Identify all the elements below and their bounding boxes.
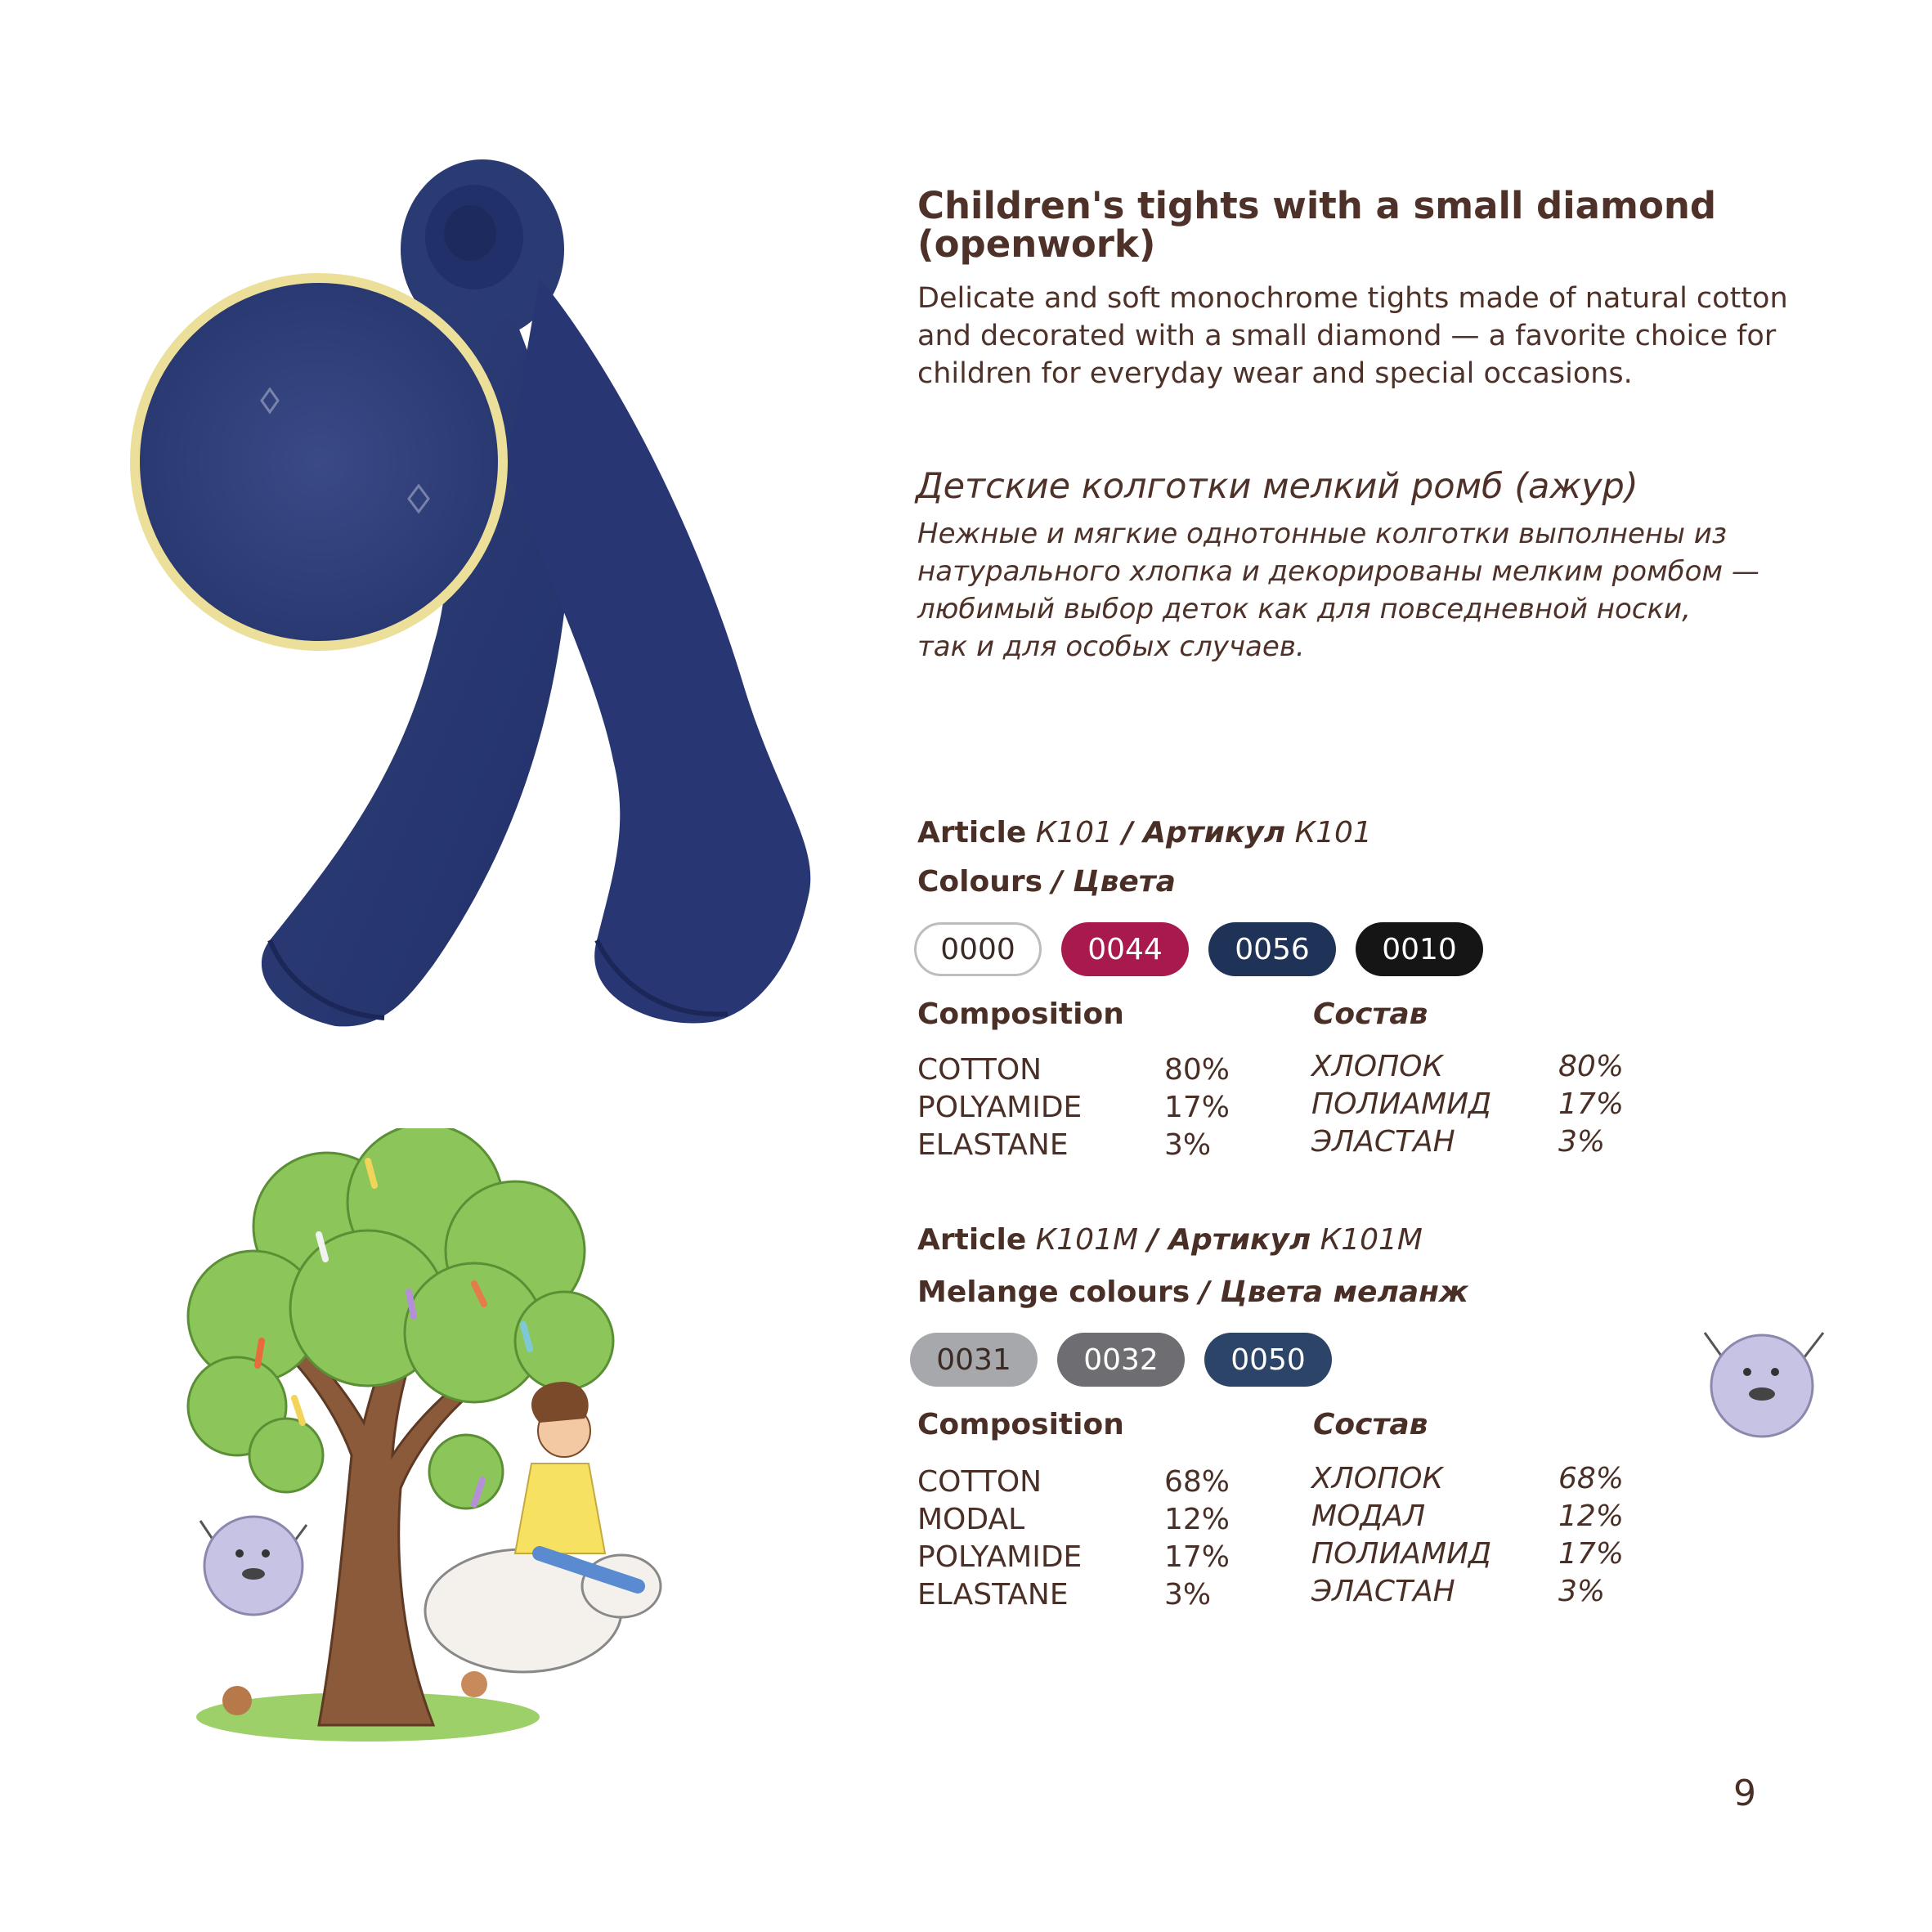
composition-row: POLYAMIDE 17% [917,1540,1230,1574]
composition-heading-ru-2: Состав [1313,1408,1428,1441]
article-label-ru: / Артикул [1122,816,1286,849]
article-code: К101М [1035,1223,1139,1257]
composition-heading-2: Composition [917,1408,1124,1441]
composition-row: POLYAMIDE 17% [917,1091,1230,1124]
colour-swatch-0010[interactable]: 0010 [1356,922,1483,976]
article-label-ru: / Артикул [1147,1223,1311,1257]
composition-row: ELASTANE 3% [917,1128,1212,1162]
article-2-line [917,1223,1423,1257]
composition-row-ru: ПОЛИАМИД 17% [1311,1537,1625,1571]
composition-row-ru: ХЛОПОК 68% [1311,1462,1625,1495]
tights-photo [123,155,826,1038]
composition-heading-1: Composition [917,997,1124,1031]
colours-label: Melange colours [917,1275,1190,1309]
composition-heading-ru-1: Состав [1313,997,1428,1031]
colours-label-ru: / Цвета меланж [1199,1275,1468,1309]
colours-2-line [917,1275,1468,1309]
colour-swatch-0056[interactable]: 0056 [1208,922,1336,976]
composition-row-ru: ЭЛАСТАН 3% [1311,1575,1606,1608]
tree-illustration [180,1128,687,1750]
product-title-ru: Детские колготки мелкий ромб (ажур) [916,466,1638,507]
colour-swatch-0044[interactable]: 0044 [1061,922,1189,976]
colours-label-ru: / Цвета [1051,865,1176,899]
description-ru-line: так и для особых случаев. [917,630,1305,663]
description-ru-line: любимый выбор деток как для повседневной носки, [917,593,1691,625]
colour-swatches-1 [914,922,1483,976]
description-ru-line: натурального хлопка и декорированы мелким ромбом — [917,555,1759,588]
composition-table-1 [917,1051,1230,1164]
composition-row-ru: МОДАЛ 12% [1311,1499,1625,1533]
article-label: Article [917,816,1027,849]
article-1-line [917,816,1372,849]
composition-row: MODAL 12% [917,1503,1230,1536]
article-label: Article [917,1223,1027,1257]
product-description-ru [917,515,1866,666]
composition-row-ru: ХЛОПОК 80% [1311,1050,1625,1083]
composition-table-ru-1 [1311,1048,1624,1161]
monster-left-illustration [184,1488,323,1627]
colour-swatch-0050[interactable]: 0050 [1204,1333,1332,1387]
colours-1-line [917,865,1176,899]
article-code: К101 [1035,816,1113,849]
monster-right-illustration [1688,1308,1836,1447]
composition-row: COTTON 80% [917,1053,1230,1087]
description-ru-line: Нежные и мягкие однотонные колготки выполнены из [917,518,1727,550]
composition-row: COTTON 68% [917,1465,1230,1499]
colour-swatch-0000[interactable]: 0000 [914,922,1042,976]
product-title-en: Children's tights with a small diamond (openwork) [917,184,1717,266]
composition-table-2 [917,1464,1230,1614]
composition-row-ru: ЭЛАСТАН 3% [1311,1125,1606,1159]
page-number: 9 [1733,1773,1756,1814]
article-code-ru: К101 [1294,816,1372,849]
colour-swatches-2 [910,1333,1332,1387]
composition-row-ru: ПОЛИАМИД 17% [1311,1087,1625,1121]
product-description-en: Delicate and soft monochrome tights made of natural cotton and decorated with a small diamond — a favorite choice for children for everyday wear and special occasions. [917,282,1788,390]
composition-table-ru-2 [1311,1460,1624,1611]
composition-row: ELASTANE 3% [917,1578,1212,1611]
colour-swatch-0031[interactable]: 0031 [910,1333,1038,1387]
colour-swatch-0032[interactable]: 0032 [1057,1333,1185,1387]
colours-label: Colours [917,865,1043,899]
article-code-ru: К101М [1320,1223,1423,1257]
